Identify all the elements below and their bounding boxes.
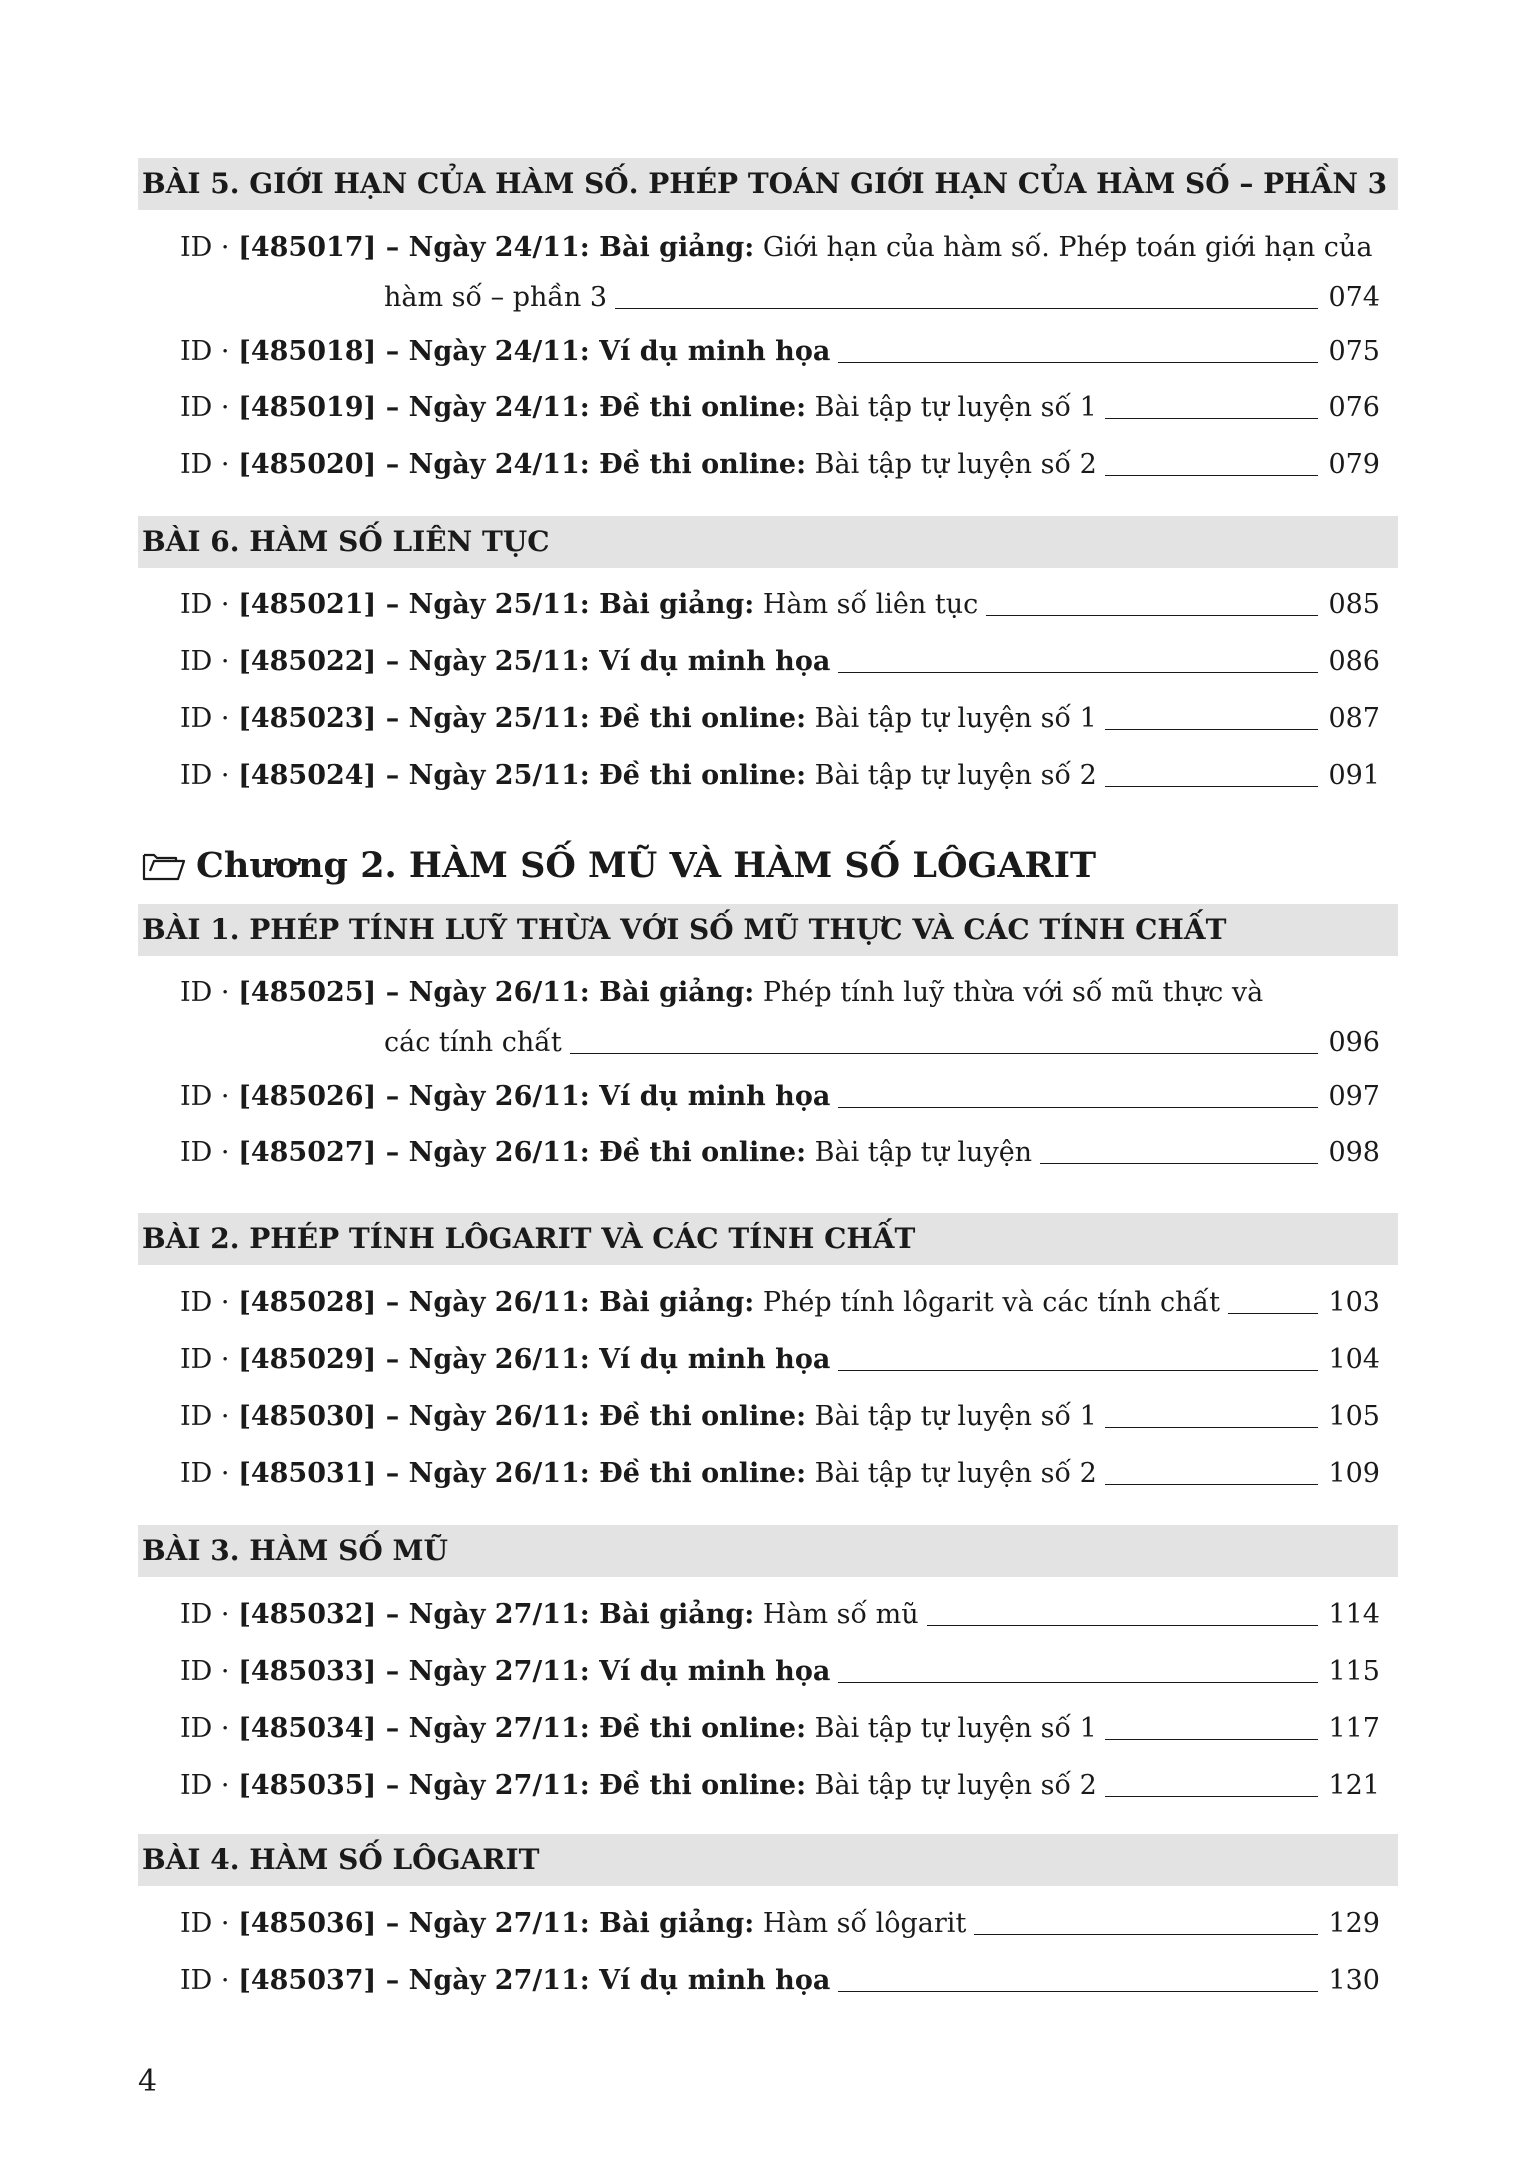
toc-entry-text bbox=[180, 1766, 1097, 1806]
entry-separator: – bbox=[376, 1770, 409, 1801]
toc-entry[interactable] bbox=[180, 1595, 1380, 1635]
entry-code: [485037] bbox=[238, 1965, 377, 1996]
entry-kind: Ví dụ minh họa bbox=[589, 646, 831, 677]
entry-kind: Bài giảng: bbox=[589, 589, 755, 620]
entry-separator: – bbox=[376, 1458, 409, 1489]
entry-page-number: 104 bbox=[1328, 1344, 1380, 1375]
toc-entry-text bbox=[180, 388, 1097, 428]
toc-entry-text bbox=[180, 1283, 1220, 1323]
entry-id-prefix: ID · bbox=[180, 232, 239, 263]
entry-code: [485033] bbox=[238, 1656, 377, 1687]
dot-leader bbox=[1040, 1163, 1318, 1164]
toc-entry-text bbox=[180, 1397, 1097, 1437]
entry-separator: – bbox=[376, 703, 409, 734]
entry-code: [485020] bbox=[238, 449, 377, 480]
entry-separator: – bbox=[376, 589, 409, 620]
entry-description-continued: các tính chất bbox=[384, 1027, 562, 1058]
toc-entry[interactable] bbox=[180, 332, 1380, 372]
toc-entry[interactable] bbox=[180, 1961, 1380, 2001]
entry-kind: Đề thi online: bbox=[589, 1713, 807, 1744]
entry-description: Phép tính lôgarit và các tính chất bbox=[754, 1287, 1220, 1318]
toc-entry[interactable] bbox=[180, 1340, 1380, 1380]
entry-separator: – bbox=[376, 336, 409, 367]
entry-description-continued: hàm số – phần 3 bbox=[384, 282, 608, 313]
entry-page-number: 114 bbox=[1328, 1599, 1380, 1630]
entry-page-number: 074 bbox=[1328, 282, 1380, 313]
entry-code: [485031] bbox=[238, 1458, 377, 1489]
entry-date: Ngày 27/11: bbox=[408, 1713, 590, 1744]
entry-date: Ngày 26/11: bbox=[408, 1137, 590, 1168]
toc-entry[interactable] bbox=[180, 1766, 1380, 1806]
toc-entry-text bbox=[180, 1904, 966, 1944]
entry-date: Ngày 24/11: bbox=[408, 449, 590, 480]
entry-date: Ngày 24/11: bbox=[408, 392, 590, 423]
entry-date: Ngày 27/11: bbox=[408, 1599, 590, 1630]
entry-page-number: 086 bbox=[1328, 646, 1380, 677]
dot-leader bbox=[615, 308, 1318, 309]
entry-id-prefix: ID · bbox=[180, 1908, 239, 1939]
entry-description: Bài tập tự luyện số 2 bbox=[806, 449, 1097, 480]
entry-kind: Đề thi online: bbox=[589, 760, 807, 791]
entry-id-prefix: ID · bbox=[180, 1137, 239, 1168]
entry-id-prefix: ID · bbox=[180, 1344, 239, 1375]
entry-kind: Bài giảng: bbox=[589, 1287, 755, 1318]
entry-id-prefix: ID · bbox=[180, 392, 239, 423]
toc-entry-text bbox=[180, 1077, 830, 1117]
entry-date: Ngày 26/11: bbox=[408, 1458, 590, 1489]
entry-date: Ngày 25/11: bbox=[408, 760, 590, 791]
entry-separator: – bbox=[376, 232, 409, 263]
entry-description: Bài tập tự luyện số 2 bbox=[806, 760, 1097, 791]
entry-description: Giới hạn của hàm số. Phép toán giới hạn của bbox=[754, 232, 1373, 263]
entry-page-number: 129 bbox=[1328, 1908, 1380, 1939]
entry-date: Ngày 26/11: bbox=[408, 1401, 590, 1432]
dot-leader bbox=[1105, 418, 1318, 419]
entry-id-prefix: ID · bbox=[180, 1965, 239, 1996]
entry-separator: – bbox=[376, 1137, 409, 1168]
toc-entry-text bbox=[180, 1595, 919, 1635]
entry-description: Bài tập tự luyện số 1 bbox=[806, 703, 1097, 734]
toc-entry[interactable] bbox=[180, 1133, 1380, 1173]
entry-code: [485017] bbox=[238, 232, 377, 263]
entry-description: Phép tính luỹ thừa với số mũ thực và bbox=[754, 977, 1264, 1008]
entry-separator: – bbox=[376, 977, 409, 1008]
entry-separator: – bbox=[376, 1081, 409, 1112]
toc-entry-text bbox=[180, 1652, 830, 1692]
entry-kind: Ví dụ minh họa bbox=[589, 1081, 831, 1112]
dot-leader bbox=[838, 1682, 1318, 1683]
toc-entry[interactable] bbox=[180, 585, 1380, 625]
entry-kind: Đề thi online: bbox=[589, 449, 807, 480]
section-heading: BÀI 2. PHÉP TÍNH LÔGARIT VÀ CÁC TÍNH CHẤT bbox=[138, 1213, 1398, 1265]
dot-leader bbox=[838, 1107, 1318, 1108]
entry-page-number: 097 bbox=[1328, 1081, 1380, 1112]
entry-date: Ngày 25/11: bbox=[408, 703, 590, 734]
entry-date: Ngày 25/11: bbox=[408, 646, 590, 677]
entry-page-number: 115 bbox=[1328, 1656, 1380, 1687]
entry-id-prefix: ID · bbox=[180, 1656, 239, 1687]
entry-id-prefix: ID · bbox=[180, 1287, 239, 1318]
entry-date: Ngày 27/11: bbox=[408, 1908, 590, 1939]
entry-date: Ngày 25/11: bbox=[408, 589, 590, 620]
entry-separator: – bbox=[376, 392, 409, 423]
entry-description: Hàm số lôgarit bbox=[754, 1908, 967, 1939]
entry-separator: – bbox=[376, 1713, 409, 1744]
entry-page-number: 130 bbox=[1328, 1965, 1380, 1996]
dot-leader bbox=[838, 1370, 1318, 1371]
entry-separator: – bbox=[376, 1908, 409, 1939]
toc-entry-text bbox=[180, 642, 830, 682]
entry-description: Bài tập tự luyện số 2 bbox=[806, 1770, 1097, 1801]
entry-date: Ngày 24/11: bbox=[408, 336, 590, 367]
entry-id-prefix: ID · bbox=[180, 1458, 239, 1489]
entry-page-number: 109 bbox=[1328, 1458, 1380, 1489]
entry-kind: Ví dụ minh họa bbox=[589, 336, 831, 367]
entry-separator: – bbox=[376, 1344, 409, 1375]
entry-page-number: 079 bbox=[1328, 449, 1380, 480]
entry-id-prefix: ID · bbox=[180, 1599, 239, 1630]
entry-page-number: 121 bbox=[1328, 1770, 1380, 1801]
entry-date: Ngày 27/11: bbox=[408, 1965, 590, 1996]
section-heading: BÀI 3. HÀM SỐ MŨ bbox=[138, 1525, 1398, 1577]
entry-kind: Đề thi online: bbox=[589, 1458, 807, 1489]
dot-leader bbox=[1228, 1313, 1318, 1314]
entry-kind: Đề thi online: bbox=[589, 1137, 807, 1168]
entry-id-prefix: ID · bbox=[180, 703, 239, 734]
entry-kind: Ví dụ minh họa bbox=[589, 1656, 831, 1687]
entry-id-prefix: ID · bbox=[180, 1081, 239, 1112]
entry-id-prefix: ID · bbox=[180, 1770, 239, 1801]
entry-separator: – bbox=[376, 1656, 409, 1687]
entry-date: Ngày 24/11: bbox=[408, 232, 590, 263]
dot-leader bbox=[570, 1053, 1318, 1054]
entry-id-prefix: ID · bbox=[180, 1713, 239, 1744]
dot-leader bbox=[1105, 1427, 1318, 1428]
toc-entry[interactable] bbox=[180, 1283, 1380, 1323]
dot-leader bbox=[927, 1625, 1318, 1626]
entry-kind: Đề thi online: bbox=[589, 392, 807, 423]
dot-leader bbox=[1105, 786, 1318, 787]
section-heading: BÀI 4. HÀM SỐ LÔGARIT bbox=[138, 1834, 1398, 1886]
entry-kind: Đề thi online: bbox=[589, 1770, 807, 1801]
dot-leader bbox=[1105, 1739, 1318, 1740]
entry-kind: Đề thi online: bbox=[589, 703, 807, 734]
dot-leader bbox=[1105, 1484, 1318, 1485]
entry-page-number: 105 bbox=[1328, 1401, 1380, 1432]
entry-date: Ngày 27/11: bbox=[408, 1656, 590, 1687]
entry-separator: – bbox=[376, 1401, 409, 1432]
entry-description: Hàm số mũ bbox=[754, 1599, 919, 1630]
entry-page-number: 091 bbox=[1328, 760, 1380, 791]
toc-entry[interactable] bbox=[180, 1454, 1380, 1494]
dot-leader bbox=[1105, 1796, 1318, 1797]
page-number: 4 bbox=[138, 2064, 158, 2099]
entry-kind: Ví dụ minh họa bbox=[589, 1344, 831, 1375]
entry-code: [485018] bbox=[238, 336, 377, 367]
toc-entry[interactable] bbox=[180, 445, 1380, 485]
entry-kind: Ví dụ minh họa bbox=[589, 1965, 831, 1996]
entry-code: [485019] bbox=[238, 392, 377, 423]
entry-id-prefix: ID · bbox=[180, 977, 239, 1008]
dot-leader bbox=[986, 615, 1318, 616]
chapter-title: Chương 2. HÀM SỐ MŨ VÀ HÀM SỐ LÔGARIT bbox=[196, 845, 1097, 886]
toc-entry[interactable] bbox=[180, 642, 1380, 682]
entry-code: [485023] bbox=[238, 703, 377, 734]
entry-separator: – bbox=[376, 760, 409, 791]
entry-kind: Bài giảng: bbox=[589, 1599, 755, 1630]
toc-entry-continuation bbox=[180, 278, 1380, 318]
entry-id-prefix: ID · bbox=[180, 760, 239, 791]
entry-page-number: 075 bbox=[1328, 336, 1380, 367]
entry-separator: – bbox=[376, 1965, 409, 1996]
entry-page-number: 117 bbox=[1328, 1713, 1380, 1744]
entry-page-number: 103 bbox=[1328, 1287, 1380, 1318]
entry-date: Ngày 26/11: bbox=[408, 1287, 590, 1318]
toc-entry-text bbox=[180, 332, 830, 372]
entry-id-prefix: ID · bbox=[180, 449, 239, 480]
section-heading: BÀI 1. PHÉP TÍNH LUỸ THỪA VỚI SỐ MŨ THỰC VÀ CÁC TÍNH CHẤT bbox=[138, 904, 1398, 956]
entry-code: [485025] bbox=[238, 977, 377, 1008]
toc-entry[interactable] bbox=[180, 1077, 1380, 1117]
entry-description: Bài tập tự luyện số 1 bbox=[806, 392, 1097, 423]
entry-date: Ngày 27/11: bbox=[408, 1770, 590, 1801]
entry-description: Bài tập tự luyện số 1 bbox=[806, 1713, 1097, 1744]
entry-kind: Bài giảng: bbox=[589, 232, 755, 263]
toc-entry-text bbox=[180, 1133, 1032, 1173]
toc-entry[interactable] bbox=[180, 973, 1380, 1058]
entry-id-prefix: ID · bbox=[180, 589, 239, 620]
section-heading: BÀI 5. GIỚI HẠN CỦA HÀM SỐ. PHÉP TOÁN GIỚI HẠN CỦA HÀM SỐ – PHẦN 3 bbox=[138, 158, 1398, 210]
entry-description: Bài tập tự luyện số 2 bbox=[806, 1458, 1097, 1489]
toc-entry-text bbox=[180, 585, 978, 625]
entry-date: Ngày 26/11: bbox=[408, 1081, 590, 1112]
entry-page-number: 087 bbox=[1328, 703, 1380, 734]
toc-entry[interactable] bbox=[180, 756, 1380, 796]
toc-entry[interactable] bbox=[180, 388, 1380, 428]
folder-icon bbox=[142, 851, 186, 881]
entry-code: [485026] bbox=[238, 1081, 377, 1112]
dot-leader bbox=[1105, 729, 1318, 730]
dot-leader bbox=[838, 1991, 1318, 1992]
entry-code: [485027] bbox=[238, 1137, 377, 1168]
entry-date: Ngày 26/11: bbox=[408, 977, 590, 1008]
entry-page-number: 076 bbox=[1328, 392, 1380, 423]
entry-separator: – bbox=[376, 1599, 409, 1630]
toc-entry[interactable] bbox=[180, 699, 1380, 739]
entry-code: [485035] bbox=[238, 1770, 377, 1801]
dot-leader bbox=[838, 362, 1318, 363]
entry-description: Bài tập tự luyện bbox=[806, 1137, 1033, 1168]
toc-entry[interactable] bbox=[180, 1709, 1380, 1749]
toc-entry[interactable] bbox=[180, 1904, 1380, 1944]
entry-code: [485029] bbox=[238, 1344, 377, 1375]
entry-code: [485021] bbox=[238, 589, 377, 620]
entry-description: Hàm số liên tục bbox=[754, 589, 979, 620]
entry-code: [485036] bbox=[238, 1908, 377, 1939]
entry-code: [485022] bbox=[238, 646, 377, 677]
entry-date: Ngày 26/11: bbox=[408, 1344, 590, 1375]
toc-entry-text bbox=[180, 1454, 1097, 1494]
entry-id-prefix: ID · bbox=[180, 646, 239, 677]
section-heading: BÀI 6. HÀM SỐ LIÊN TỤC bbox=[138, 516, 1398, 568]
entry-code: [485030] bbox=[238, 1401, 377, 1432]
toc-entry-continuation bbox=[180, 1023, 1380, 1063]
toc-entry-text bbox=[180, 1340, 830, 1380]
entry-description: Bài tập tự luyện số 1 bbox=[806, 1401, 1097, 1432]
entry-kind: Bài giảng: bbox=[589, 1908, 755, 1939]
toc-entry-text bbox=[180, 228, 1372, 268]
entry-page-number: 085 bbox=[1328, 589, 1380, 620]
dot-leader bbox=[1105, 475, 1318, 476]
toc-entry[interactable] bbox=[180, 1652, 1380, 1692]
dot-leader bbox=[974, 1934, 1318, 1935]
entry-id-prefix: ID · bbox=[180, 336, 239, 367]
entry-kind: Đề thi online: bbox=[589, 1401, 807, 1432]
toc-entry-text bbox=[180, 1709, 1097, 1749]
toc-entry[interactable] bbox=[180, 228, 1380, 313]
entry-id-prefix: ID · bbox=[180, 1401, 239, 1432]
entry-separator: – bbox=[376, 1287, 409, 1318]
entry-kind: Bài giảng: bbox=[589, 977, 755, 1008]
entry-code: [485028] bbox=[238, 1287, 377, 1318]
entry-separator: – bbox=[376, 449, 409, 480]
entry-code: [485032] bbox=[238, 1599, 377, 1630]
entry-page-number: 098 bbox=[1328, 1137, 1380, 1168]
toc-entry-text bbox=[180, 445, 1097, 485]
toc-entry-text bbox=[180, 973, 1263, 1013]
entry-separator: – bbox=[376, 646, 409, 677]
entry-code: [485024] bbox=[238, 760, 377, 791]
toc-entry[interactable] bbox=[180, 1397, 1380, 1437]
toc-entry-text bbox=[180, 1961, 830, 2001]
entry-page-number: 096 bbox=[1328, 1027, 1380, 1058]
entry-code: [485034] bbox=[238, 1713, 377, 1744]
dot-leader bbox=[838, 672, 1318, 673]
toc-entry-text bbox=[180, 699, 1097, 739]
toc-entry-text bbox=[180, 756, 1097, 796]
